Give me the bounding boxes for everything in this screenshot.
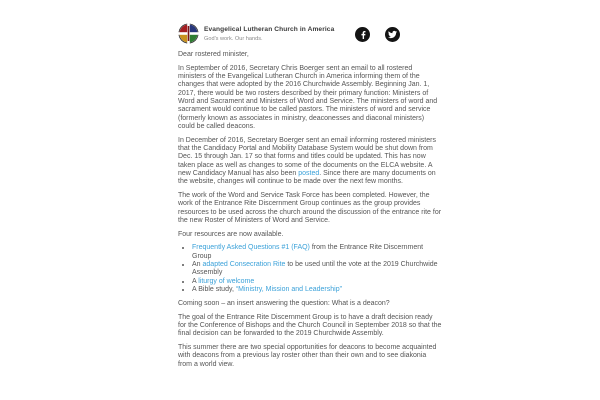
text-link[interactable]: posted xyxy=(298,169,320,177)
letter-blocks xyxy=(178,65,442,369)
resource-list-item: • A liturgy of welcome xyxy=(192,278,442,286)
brand-text xyxy=(204,26,334,42)
salutation: Dear rostered minister, xyxy=(178,51,249,58)
paragraph: In December of 2016, Secretary Boerger sent an email informing rostered ministers that the Candidacy Portal and Mobility Database System would be shut down from Dec. 15 through Jan. 17 so that forms and titles could be updated. This has now taken place as well as changes to some of the documents on the ELCA website. A new Candidacy Manual has also been posted. Since there are many documents on the website, changes will continue to be made over the next few months. xyxy=(178,136,436,186)
paragraph: This summer there are two special opportunities for deacons to become acquainted with deacons from a previous lay roster other than their own and to see diakonia from a world view. xyxy=(178,343,437,368)
paragraph: The work of the Word and Service Task Force has been completed. However, the work of the Entrance Rite Discernment Group continues as the group provides resources to be used across the church around the discussion of the entrance rite for the new Roster of Ministers of Word and Service. xyxy=(178,191,442,224)
elca-logo-icon xyxy=(178,23,199,44)
text-link[interactable]: adapted Consecration Rite xyxy=(202,261,286,269)
org-name: Evangelical Lutheran Church in America xyxy=(204,26,335,33)
resource-list-item: • A Bible study, “Ministry, Mission and Leadership” xyxy=(192,286,442,294)
resource-list xyxy=(178,244,442,294)
twitter-icon[interactable] xyxy=(385,27,400,42)
text-link[interactable]: “Ministry, Mission and Leadership” xyxy=(235,285,342,293)
facebook-icon[interactable] xyxy=(355,27,370,42)
paragraph: The goal of the Entrance Rite Discernment Group is to have a draft decision ready for the Conference of Bishops and the Church Council in September 2018 so that the final decision can be forwarded to the 2019 Churchwide Assembly. xyxy=(178,313,442,338)
org-tagline: God's work. Our hands. xyxy=(204,35,263,42)
text-link[interactable]: Frequently Asked Questions #1 (FAQ) xyxy=(192,244,310,252)
resource-list-item: • An adapted Consecration Rite to be used until the vote at the 2019 Churchwide Assembly xyxy=(192,261,442,278)
paragraph: Four resources are now available. xyxy=(178,230,284,238)
text-link[interactable]: liturgy of welcome xyxy=(198,277,255,285)
paragraph: Coming soon – an insert answering the question: What is a deacon? xyxy=(178,299,390,307)
resource-list-item: • Frequently Asked Questions #1 (FAQ) from the Entrance Rite Discernment Group xyxy=(192,244,442,261)
letter-body xyxy=(178,51,442,374)
paragraph: In September of 2016, Secretary Chris Boerger sent an email to all rostered ministers of the Evangelical Lutheran Church in America informing them of the changes that were adopted by the 2016 Churchwide Assembly. Beginning Jan. 1, 2017, there would be two rosters described by their primary function: Ministers of Word and Sacrament and Ministers of Word and Service. The ministers of word and sacrament would continue to be called pastors. The ministers of word and service (formerly known as associates in ministry, deaconesses and diaconal ministers) could be called deacons. xyxy=(178,64,438,130)
